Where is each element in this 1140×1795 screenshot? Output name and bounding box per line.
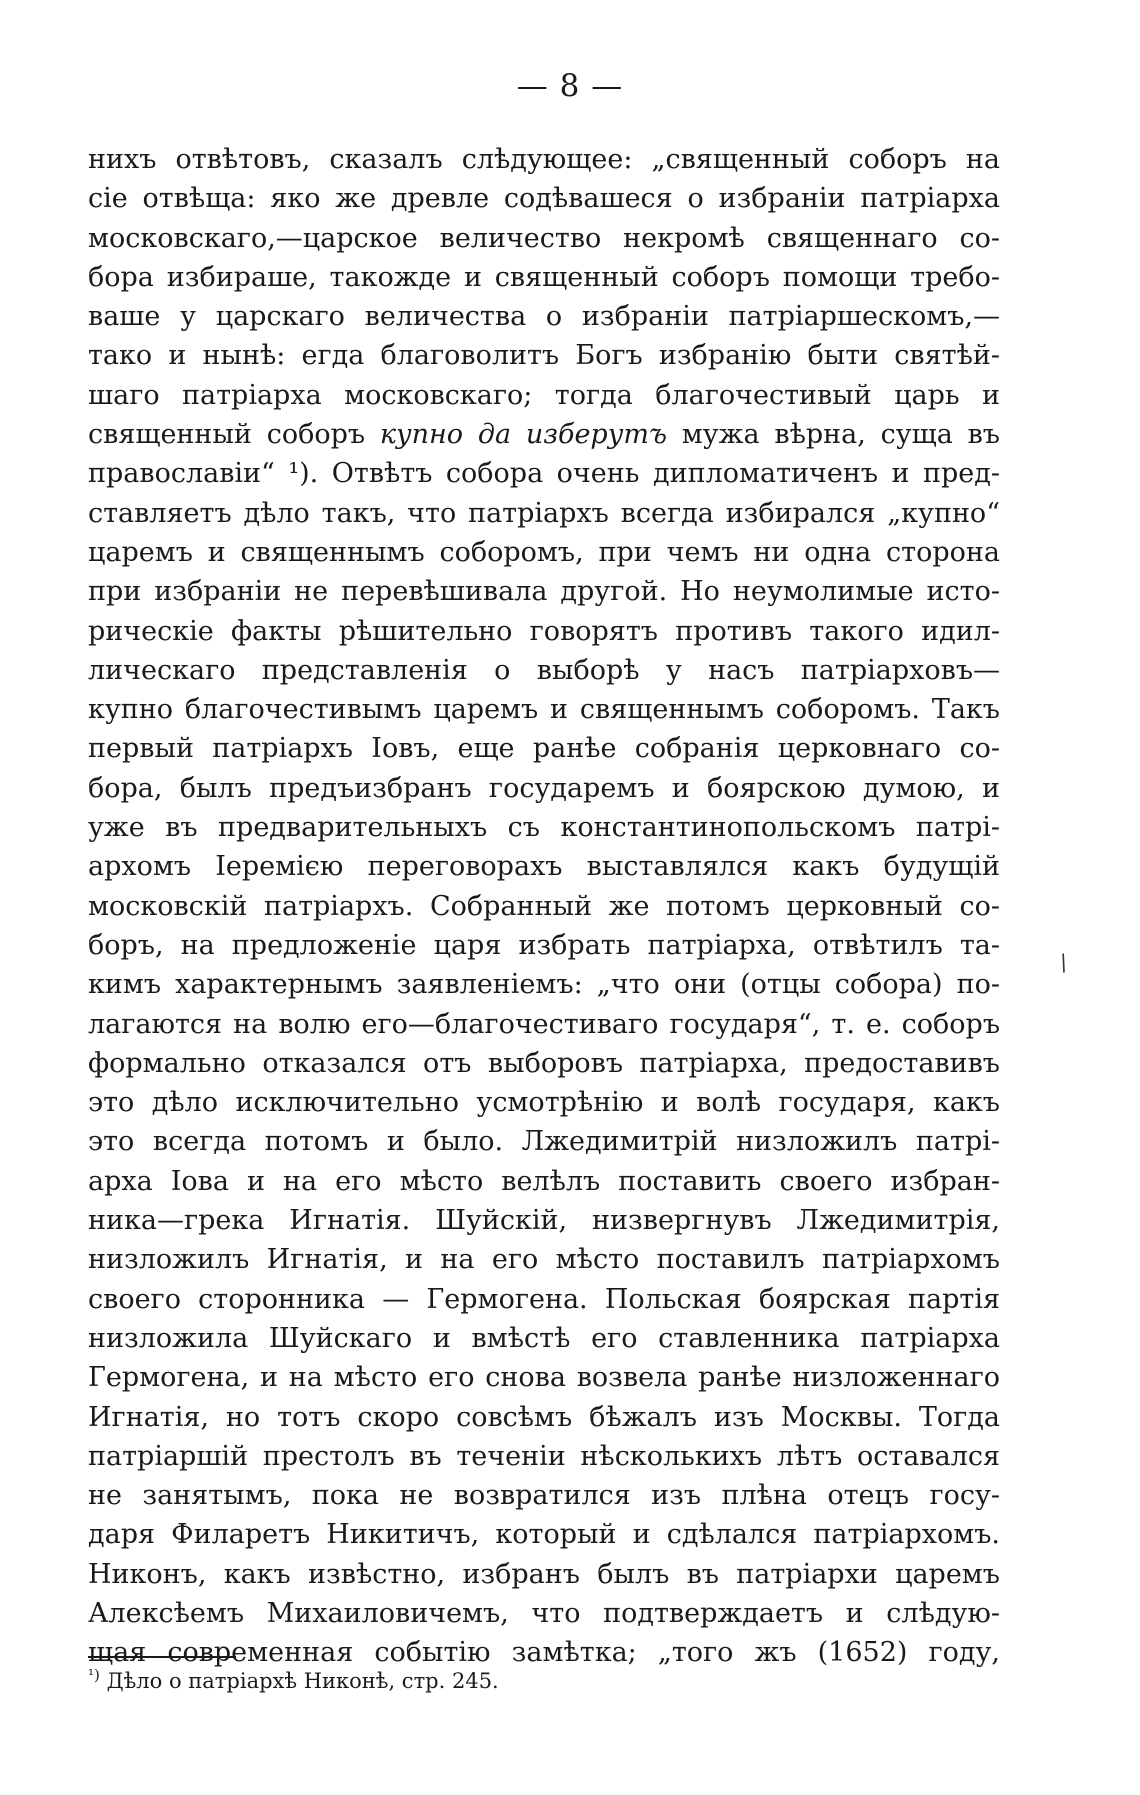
text-line: Алексѣемъ Михаиловичемъ, что подтверждаетъ и слѣдую- — [88, 1597, 1000, 1629]
text-line: сіе отвѣща: яко же древле содѣвашеся о избраніи патріарха — [88, 183, 1000, 215]
footnote-text: Дѣло о патріархѣ Никонѣ, стр. 245. — [106, 1669, 499, 1693]
margin-pencil-mark: / — [1055, 950, 1072, 977]
text-line: ваше у царскаго величества о избраніи патріаршескомъ,— — [88, 301, 1000, 333]
text-line: арха Іова и на его мѣсто велѣлъ поставить своего избран- — [88, 1165, 1000, 1197]
text-line: уже въ предварительныхъ съ константинопольскомъ патрі- — [88, 812, 1000, 844]
text-line: формально отказался отъ выборовъ патріарха, предоставивъ — [88, 1047, 1000, 1079]
text-line: лическаго представленія о выборѣ у насъ патріарховъ— — [88, 654, 1000, 686]
footnote-divider — [88, 1656, 236, 1658]
text-line: Никонъ, какъ извѣстно, избранъ былъ въ патріархи царемъ — [88, 1558, 1000, 1590]
text-line: своего сторонника — Гермогена. Польская боярская партія — [88, 1283, 1000, 1315]
text-line: первый патріархъ Іовъ, еще ранѣе собранія церковнаго со- — [88, 733, 1000, 765]
text-line: архомъ Іеремією переговорахъ выставлялся какъ будущій — [88, 851, 1000, 883]
text-line: не занятымъ, пока не возвратился изъ плѣна отецъ госу- — [88, 1480, 1000, 1512]
text-line: нихъ отвѣтовъ, сказалъ слѣдующее: „священный соборъ на — [88, 144, 1000, 175]
text-line: Гермогена, и на мѣсто его снова возвела ранѣе низложеннаго — [88, 1362, 1000, 1394]
text-line: это всегда потомъ и было. Лжедимитрій низложилъ патрі- — [88, 1126, 1000, 1158]
page-number: — 8 — — [516, 68, 624, 104]
text-line: при избраніи не перевѣшивала другой. Но неумолимые исто- — [88, 576, 1000, 608]
text-line: рическіе факты рѣшительно говорятъ противъ такого идил- — [88, 615, 1000, 647]
text-line: патріаршій престолъ въ теченіи нѣсколькихъ лѣтъ оставался — [88, 1440, 1000, 1472]
text-line: священный соборъ купно да изберутъ мужа вѣрна, суща въ — [88, 419, 1000, 451]
text-line: купно благочестивымъ царемъ и священнымъ соборомъ. Такъ — [88, 694, 1000, 726]
text-line: тако и нынѣ: егда благоволитъ Богъ избранію быти святѣй- — [88, 340, 1000, 372]
text-line: ника—грека Игнатія. Шуйскій, низвергнувъ Лжедимитрія, — [88, 1205, 1000, 1237]
text-line: лагаются на волю его—благочестиваго государя“, т. е. соборъ — [88, 1008, 1000, 1040]
text-line: царемъ и священнымъ соборомъ, при чемъ ни одна сторона — [88, 536, 1000, 568]
text-line: ставляетъ дѣло такъ, что патріархъ всегда избирался „купно“ — [88, 497, 1000, 529]
text-line: это дѣло исключительно усмотрѣнію и волѣ государя, какъ — [88, 1087, 1000, 1119]
text-line: московскій патріархъ. Собранный же потомъ церковный со- — [88, 890, 1000, 922]
text-line: православіи“ ¹). Отвѣтъ собора очень дипломатиченъ и пред- — [88, 458, 1000, 490]
text-line: низложила Шуйскаго и вмѣстѣ его ставленника патріарха — [88, 1322, 1000, 1354]
text-line: щая современная событію замѣтка; „того жъ (1652) году, — [88, 1637, 1000, 1669]
text-line: бора, былъ предъизбранъ государемъ и боярскою думою, и — [88, 772, 1000, 804]
text-line: низложилъ Игнатія, и на его мѣсто поставилъ патріархомъ — [88, 1244, 1000, 1276]
text-line: Игнатія, но тотъ скоро совсѣмъ бѣжалъ изъ Москвы. Тогда — [88, 1401, 1000, 1433]
footnote-mark: ¹) — [88, 1666, 100, 1684]
text-line: кимъ характернымъ заявленіемъ: „что они (отцы собора) по- — [88, 969, 1000, 1001]
text-line: боръ, на предложеніе царя избрать патріарха, отвѣтилъ та- — [88, 929, 1000, 961]
text-line: шаго патріарха московскаго; тогда благочестивый царь и — [88, 379, 1000, 411]
text-line: даря Филаретъ Никитичъ, который и сдѣлался патріархомъ. — [88, 1519, 1000, 1551]
text-line: бора избираше, такожде и священный соборъ помощи требо- — [88, 261, 1000, 293]
italic-emphasis: купно да изберутъ — [379, 419, 667, 451]
footnote — [88, 1666, 499, 1696]
body-text — [88, 140, 1000, 1673]
text-line: московскаго,—царское величество некромѣ священнаго со- — [88, 222, 1000, 254]
